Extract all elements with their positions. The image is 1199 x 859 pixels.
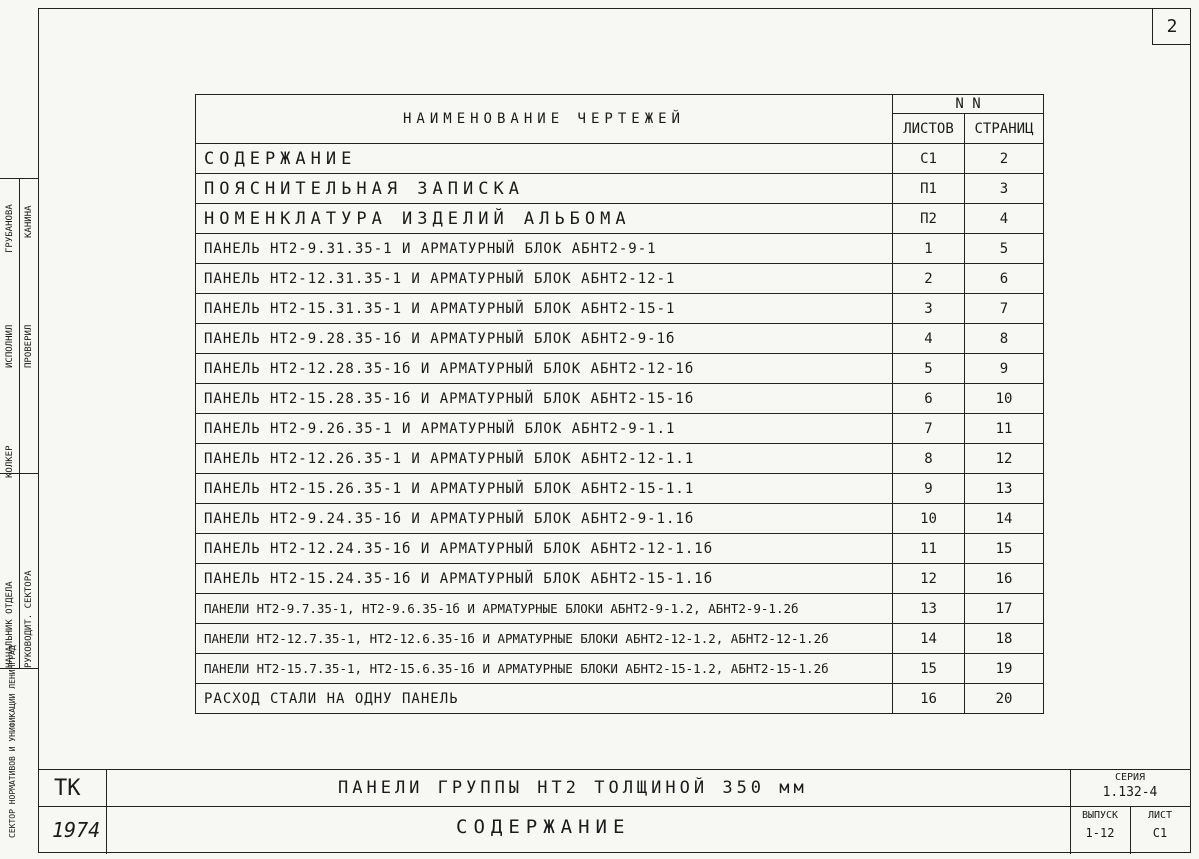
title-block-divider: [106, 770, 107, 854]
table-row: [196, 294, 1044, 324]
series-label: СЕРИЯ: [1114, 772, 1146, 783]
row-drawing-name: ПАНЕЛЬ НТ2-9.28.35-1б И АРМАТУРНЫЙ БЛОК АБНТ2-9-1б: [196, 324, 893, 354]
table-row: [196, 324, 1044, 354]
series-value: 1.132-4: [1102, 785, 1158, 800]
org-code: ТК: [54, 776, 81, 801]
table-row: [196, 504, 1044, 534]
table-row: [196, 174, 1044, 204]
table-row: [196, 144, 1044, 174]
row-sheet-number: 5: [893, 354, 965, 384]
stamp-label-lead: РУКОВОДИТ. СЕКТОРА: [24, 570, 34, 668]
table-row: [196, 594, 1044, 624]
frame-right-line: [1190, 8, 1191, 853]
row-drawing-name: ПАНЕЛИ НТ2-12.7.35-1, НТ2-12.6.35-1б И АРМАТУРНЫЕ БЛОКИ АБНТ2-12-1.2, АБНТ2-12-1.2б: [196, 624, 893, 654]
table-row: [196, 654, 1044, 684]
table-row: [196, 564, 1044, 594]
row-drawing-name: ПАНЕЛЬ НТ2-9.31.35-1 И АРМАТУРНЫЙ БЛОК АБНТ2-9-1: [196, 234, 893, 264]
table-row: [196, 204, 1044, 234]
table-row: [196, 234, 1044, 264]
row-drawing-name: ПАНЕЛЬ НТ2-12.28.35-1б И АРМАТУРНЫЙ БЛОК АБНТ2-12-1б: [196, 354, 893, 384]
sheet-number-box: [1152, 8, 1191, 45]
left-stamp: [0, 8, 38, 853]
row-sheet-number: 8: [893, 444, 965, 474]
row-drawing-name: НОМЕНКЛАТУРА ИЗДЕЛИЙ АЛЬБОМА: [196, 204, 893, 234]
row-drawing-name: ПОЯСНИТЕЛЬНАЯ ЗАПИСКА: [196, 174, 893, 204]
header-sheets: ЛИСТОВ: [893, 114, 965, 144]
table-header-row: [196, 95, 1044, 114]
stamp-name-kolker: КОЛКЕР: [5, 445, 15, 478]
row-sheet-number: 14: [893, 624, 965, 654]
table-row: [196, 354, 1044, 384]
stamp-name-grubanova: ГРУБАНОВА: [5, 204, 15, 253]
header-nn: N N: [893, 95, 1044, 114]
row-drawing-name: ПАНЕЛЬ НТ2-15.24.35-1б И АРМАТУРНЫЙ БЛОК АБНТ2-15-1.1б: [196, 564, 893, 594]
row-page-number: 17: [965, 594, 1044, 624]
stamp-org: СЕКТОР НОРМАТИВОВ И УНИФИКАЦИИ ЛЕНИНГРАД: [8, 645, 17, 838]
table-row: [196, 624, 1044, 654]
stamp-label-head: НАЧАЛЬНИК ОТДЕЛА: [5, 581, 15, 668]
row-sheet-number: 16: [893, 684, 965, 714]
row-sheet-number: 1: [893, 234, 965, 264]
row-page-number: 6: [965, 264, 1044, 294]
row-page-number: 14: [965, 504, 1044, 534]
table-row: [196, 384, 1044, 414]
sheet-value: С1: [1152, 826, 1168, 840]
row-sheet-number: 15: [893, 654, 965, 684]
row-page-number: 2: [965, 144, 1044, 174]
title-block-divider: [38, 806, 1190, 807]
row-drawing-name: СОДЕРЖАНИЕ: [196, 144, 893, 174]
row-sheet-number: 3: [893, 294, 965, 324]
stamp-name-kanina: КАНИНА: [24, 205, 34, 238]
row-drawing-name: ПАНЕЛЬ НТ2-12.26.35-1 И АРМАТУРНЫЙ БЛОК АБНТ2-12-1.1: [196, 444, 893, 474]
row-page-number: 3: [965, 174, 1044, 204]
sheet-number: 2: [1166, 15, 1178, 37]
sheet-label: ЛИСТ: [1147, 810, 1173, 821]
contents-table: [195, 94, 1044, 714]
row-page-number: 8: [965, 324, 1044, 354]
row-page-number: 12: [965, 444, 1044, 474]
table-row: [196, 264, 1044, 294]
row-sheet-number: П1: [893, 174, 965, 204]
row-page-number: 19: [965, 654, 1044, 684]
row-drawing-name: ПАНЕЛЬ НТ2-12.24.35-1б И АРМАТУРНЫЙ БЛОК АБНТ2-12-1.1б: [196, 534, 893, 564]
row-drawing-name: ПАНЕЛИ НТ2-9.7.35-1, НТ2-9.6.35-1б И АРМАТУРНЫЕ БЛОКИ АБНТ2-9-1.2, АБНТ2-9-1.2б: [196, 594, 893, 624]
row-page-number: 15: [965, 534, 1044, 564]
row-drawing-name: РАСХОД СТАЛИ НА ОДНУ ПАНЕЛЬ: [196, 684, 893, 714]
year: 1974: [52, 818, 101, 842]
row-page-number: 20: [965, 684, 1044, 714]
table-row: [196, 534, 1044, 564]
row-sheet-number: 11: [893, 534, 965, 564]
row-page-number: 4: [965, 204, 1044, 234]
row-page-number: 5: [965, 234, 1044, 264]
row-sheet-number: 12: [893, 564, 965, 594]
row-drawing-name: ПАНЕЛЬ НТ2-9.24.35-1б И АРМАТУРНЫЙ БЛОК АБНТ2-9-1.1б: [196, 504, 893, 534]
table-row: [196, 684, 1044, 714]
frame-top-line: [38, 8, 1190, 9]
row-sheet-number: С1: [893, 144, 965, 174]
row-sheet-number: 2: [893, 264, 965, 294]
row-sheet-number: 4: [893, 324, 965, 354]
row-drawing-name: ПАНЕЛИ НТ2-15.7.35-1, НТ2-15.6.35-1б И АРМАТУРНЫЕ БЛОКИ АБНТ2-15-1.2, АБНТ2-15-1.2б: [196, 654, 893, 684]
row-drawing-name: ПАНЕЛЬ НТ2-12.31.35-1 И АРМАТУРНЫЙ БЛОК АБНТ2-12-1: [196, 264, 893, 294]
issue-value: 1-12: [1085, 826, 1115, 840]
row-page-number: 16: [965, 564, 1044, 594]
table-row: [196, 444, 1044, 474]
row-drawing-name: ПАНЕЛЬ НТ2-9.26.35-1 И АРМАТУРНЫЙ БЛОК АБНТ2-9-1.1: [196, 414, 893, 444]
drawing-subtitle: СОДЕРЖАНИЕ: [456, 816, 631, 838]
row-page-number: 7: [965, 294, 1044, 324]
row-sheet-number: 9: [893, 474, 965, 504]
stamp-label-executed: ИСПОЛНИЛ: [5, 324, 15, 368]
table-row: [196, 474, 1044, 504]
title-block: [38, 769, 1190, 854]
table-row: [196, 414, 1044, 444]
drawing-title: ПАНЕЛИ ГРУППЫ НТ2 ТОЛЩИНОЙ 350 мм: [338, 778, 808, 798]
row-page-number: 9: [965, 354, 1044, 384]
row-drawing-name: ПАНЕЛЬ НТ2-15.26.35-1 И АРМАТУРНЫЙ БЛОК АБНТ2-15-1.1: [196, 474, 893, 504]
row-sheet-number: 10: [893, 504, 965, 534]
row-sheet-number: 6: [893, 384, 965, 414]
row-drawing-name: ПАНЕЛЬ НТ2-15.31.35-1 И АРМАТУРНЫЙ БЛОК АБНТ2-15-1: [196, 294, 893, 324]
row-page-number: 18: [965, 624, 1044, 654]
header-pages: СТРАНИЦ: [965, 114, 1044, 144]
row-sheet-number: П2: [893, 204, 965, 234]
row-drawing-name: ПАНЕЛЬ НТ2-15.28.35-1б И АРМАТУРНЫЙ БЛОК АБНТ2-15-1б: [196, 384, 893, 414]
stamp-label-checked: ПРОВЕРИЛ: [24, 324, 34, 368]
row-page-number: 13: [965, 474, 1044, 504]
issue-label: ВЫПУСК: [1081, 810, 1119, 821]
row-page-number: 11: [965, 414, 1044, 444]
row-sheet-number: 7: [893, 414, 965, 444]
frame-left-line: [38, 8, 39, 853]
header-name: НАИМЕНОВАНИЕ ЧЕРТЕЖЕЙ: [196, 95, 893, 144]
row-sheet-number: 13: [893, 594, 965, 624]
row-page-number: 10: [965, 384, 1044, 414]
